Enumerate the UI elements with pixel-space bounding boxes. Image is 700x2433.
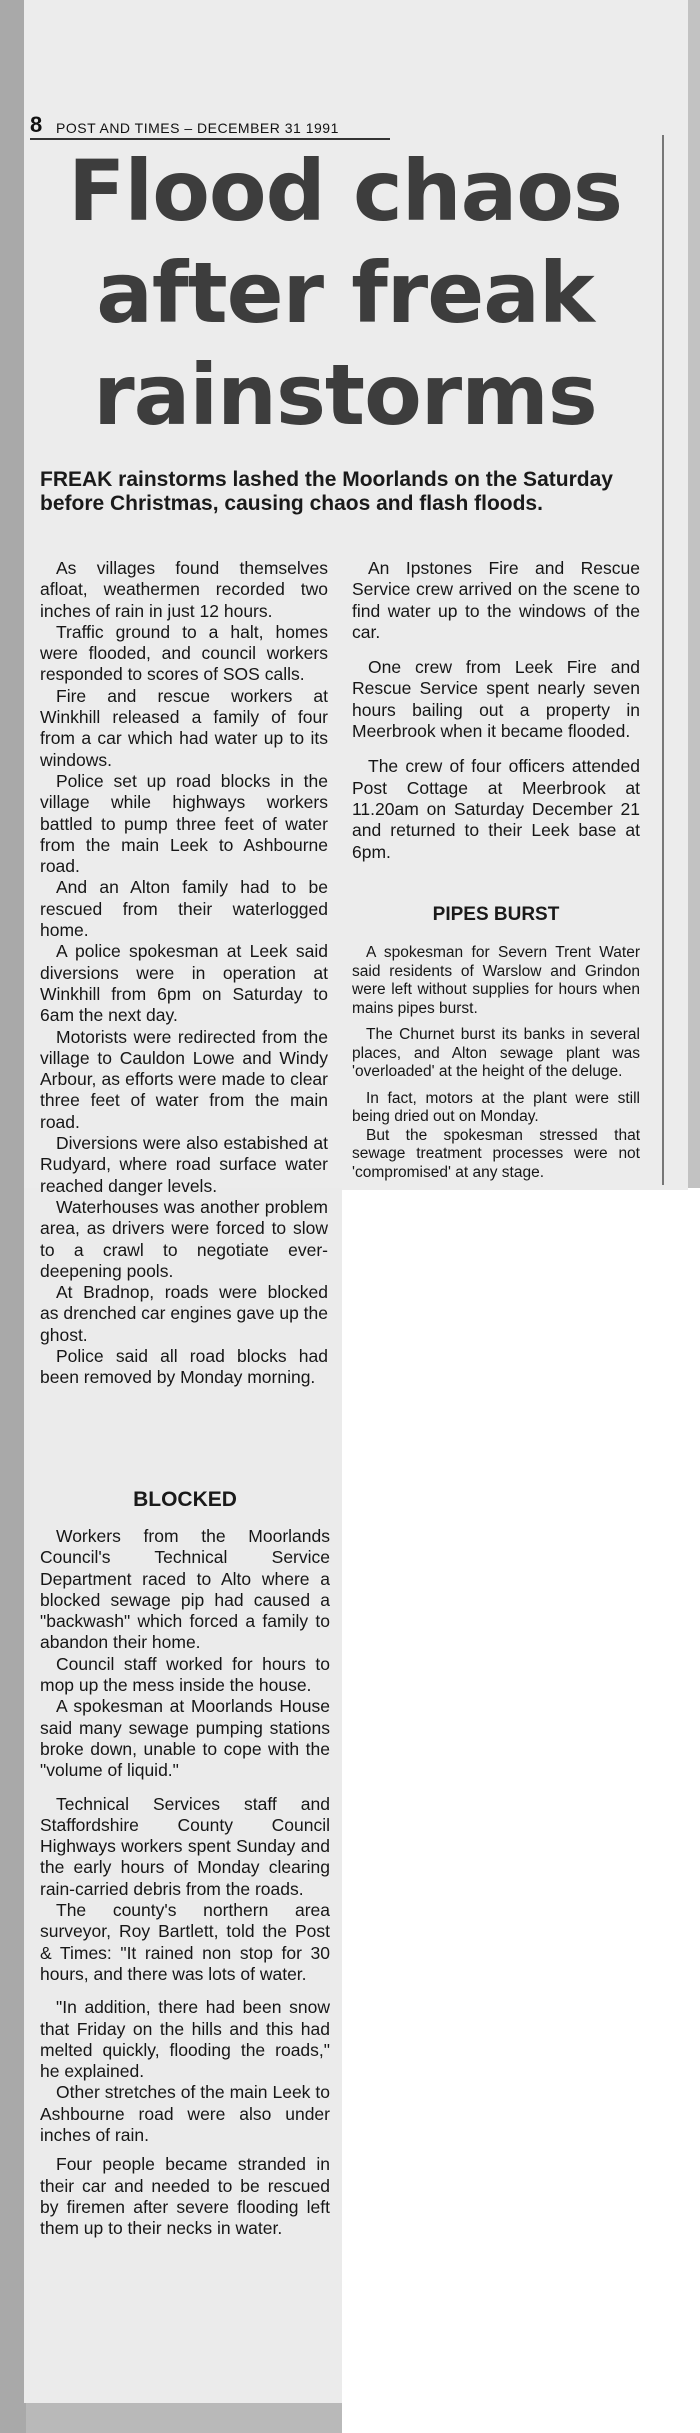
subhead-blocked: BLOCKED [133, 1488, 237, 1511]
article-column-1-continued [40, 1526, 330, 2240]
paragraph: One crew from Leek Fire and Rescue Service spent nearly seven hours bailing out a property in Meerbrook when it became flooded. [352, 657, 640, 742]
paragraph: The Churnet burst its banks in several places, and Alton sewage plant was 'overloaded' at the height of the deluge. [352, 1026, 640, 1080]
paragraph: Police said all road blocks had been removed by Monday morning. [40, 1345, 328, 1388]
paragraph: Fire and rescue workers at Winkhill released a family of four from a car which had water up to its windows. [40, 685, 328, 770]
headline-line-1: Flood chaos [68, 142, 622, 240]
paragraph: Diversions were also estabished at Rudyard, where road surface water reached danger levels. [40, 1133, 328, 1196]
article-column-1 [40, 558, 328, 1389]
paragraph: A spokesman at Moorlands House said many sewage pumping stations broke down, unable to cope with the "volume of liquid." [40, 1696, 330, 1781]
paragraph: Four people became stranded in their car and needed to be rescued by firemen after severe flooding left them up to their necks in water. [40, 2154, 330, 2239]
column-rule [662, 135, 664, 1185]
article-column-2 [352, 558, 640, 863]
paragraph: Motorists were redirected from the village to Cauldon Lowe and Windy Arbour, as efforts were made to clear three feet of water from the main road. [40, 1026, 328, 1132]
masthead [30, 112, 390, 140]
paragraph: Workers from the Moorlands Council's Technical Service Department raced to Alto where a blocked sewage pip had caused a "backwash" which forced a family to abandon their home. [40, 1526, 330, 1653]
standfirst: FREAK rainstorms lashed the Moorlands on the Saturday before Christmas, causing chaos and flash floods. [40, 468, 613, 515]
paragraph: A spokesman for Severn Trent Water said residents of Warslow and Grindon were left without supplies for hours when mains pipes burst. [352, 944, 640, 1017]
paragraph: Technical Services staff and Staffordshire County Council Highways workers spent Sunday and the early hours of Monday clearing rain-carried debris from the roads. [40, 1793, 330, 1899]
paragraph: As villages found themselves afloat, weathermen recorded two inches of rain in just 12 hours. [40, 558, 328, 621]
paragraph: The crew of four officers attended Post Cottage at Meerbrook at 11.20am on Saturday December 21 and returned to their Leek base at 6pm. [352, 756, 640, 862]
paragraph: But the spokesman stressed that sewage treatment processes were not 'compromised' at any stage. [352, 1126, 640, 1181]
paragraph: "In addition, there had been snow that Friday on the hills and this had melted quickly, flooding the roads," he explained. [40, 1997, 330, 2082]
blank-area [342, 1188, 700, 2433]
paragraph: Police set up road blocks in the village while highways workers battled to pump three feet of water from the main Leek to Ashbourne road. [40, 770, 328, 877]
headline [30, 140, 660, 446]
page-number: 8 [30, 112, 43, 137]
paragraph: Traffic ground to a halt, homes were flooded, and council workers responded to scores of SOS calls. [40, 621, 328, 685]
paragraph: And an Alton family had to be rescued from their waterlogged home. [40, 877, 328, 941]
masthead-text: POST AND TIMES – DECEMBER 31 1991 [56, 120, 339, 136]
paragraph: A police spokesman at Leek said diversions were in operation at Winkhill from 6pm on Saturday to 6am the next day. [40, 941, 328, 1026]
paragraph: Waterhouses was another problem area, as drivers were forced to slow to a crawl to negotiate ever-deepening pools. [40, 1196, 328, 1281]
headline-line-2: after freak [96, 244, 594, 342]
paragraph: The county's northern area surveyor, Roy Bartlett, told the Post & Times: "It rained non stop for 30 hours, and there was lots of water. [40, 1900, 330, 1984]
subhead-pipes-burst: PIPES BURST [432, 904, 560, 925]
headline-line-3: rainstorms [93, 346, 597, 444]
paragraph: In fact, motors at the plant were still being dried out on Monday. [352, 1089, 640, 1125]
paragraph: At Bradnop, roads were blocked as drenched car engines gave up the ghost. [40, 1282, 328, 1345]
paragraph: An Ipstones Fire and Rescue Service crew arrived on the scene to find water up to the windows of the car. [352, 558, 640, 642]
paragraph: Council staff worked for hours to mop up the mess inside the house. [40, 1653, 330, 1696]
scan-background-right [686, 0, 700, 1190]
paragraph: Other stretches of the main Leek to Ashbourne road were also under inches of rain. [40, 2082, 330, 2146]
scan-background-left [0, 0, 26, 2433]
article-column-2-continued [352, 944, 640, 1182]
